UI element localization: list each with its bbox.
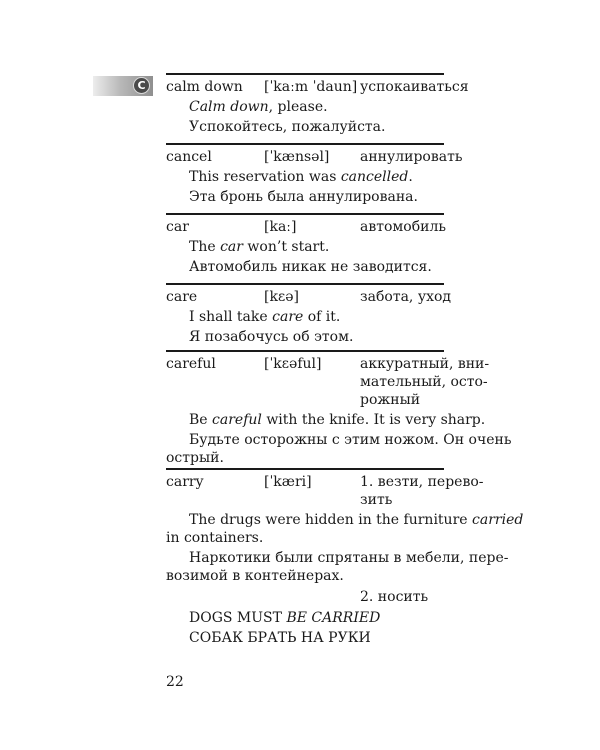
entry-cancel [166,143,463,206]
meaning-2: 2. носить [360,589,429,605]
meaning: забота, уход [360,289,452,305]
example-english: Be careful with the knife. It is very sharp. [189,412,486,428]
example-english: Calm down, please. [189,99,328,115]
entry-divider [166,213,444,215]
entry-careful [166,350,512,467]
headword: calm down [166,79,243,95]
example-russian: Эта бронь была аннулирована. [189,189,418,205]
transcription: [ˈkæri] [264,474,312,490]
headword: careful [166,356,216,372]
letter-badge: C [133,77,150,94]
entry-divider [166,143,444,145]
headword: cancel [166,149,212,165]
entry-head [166,288,452,306]
example-english: The car won’t start. [189,239,330,255]
example-english: I shall take care of it. [189,309,341,325]
entry-divider [166,283,444,285]
sign-english: DOGS MUST BE CARRIED [189,610,381,626]
example-russian: Будьте осторожны с этим ножом. Он очень острый. [166,432,512,466]
entry-divider [166,350,444,352]
entry-head [166,473,484,509]
example-russian: Автомобиль никак не заводится. [189,259,432,275]
example-russian: Я позабочусь об этом. [189,329,354,345]
headword: car [166,219,189,235]
example-russian: Наркотики были спрятаны в мебели, пере- возимой в контейнерах. [166,550,509,584]
example-russian: Успокойтесь, пожалуйста. [189,119,386,135]
sign-russian: СОБАК БРАТЬ НА РУКИ [189,630,371,646]
meaning: 1. везти, перево- зить [360,474,484,508]
transcription: [kaː] [264,219,297,235]
entry-head [166,148,463,166]
entry-head [166,218,444,236]
entry-car [166,213,444,276]
entry-care [166,283,452,346]
example-english: The drugs were hidden in the furniture carried in containers. [166,512,524,546]
meaning: аннулировать [360,149,463,165]
entry-head [166,355,490,409]
transcription: [ˈkænsəl] [264,149,330,165]
page-number: 22 [166,674,184,690]
example-english: This reservation was cancelled. [189,169,413,185]
meaning: аккуратный, вни- мательный, осто- рожный [360,356,490,408]
entry-divider [166,73,444,75]
headword: carry [166,474,204,490]
entry-calm-down [166,73,469,136]
transcription: [ˈkaːm ˈdaun] [264,79,358,95]
entry-carry [166,468,524,647]
entry-divider [166,468,444,470]
headword: care [166,289,198,305]
meaning: автомобиль [360,219,446,235]
entry-head [166,78,469,96]
transcription: [kɛə] [264,289,299,305]
transcription: [ˈkɛəful] [264,356,322,372]
meaning: успокаиваться [360,79,469,95]
